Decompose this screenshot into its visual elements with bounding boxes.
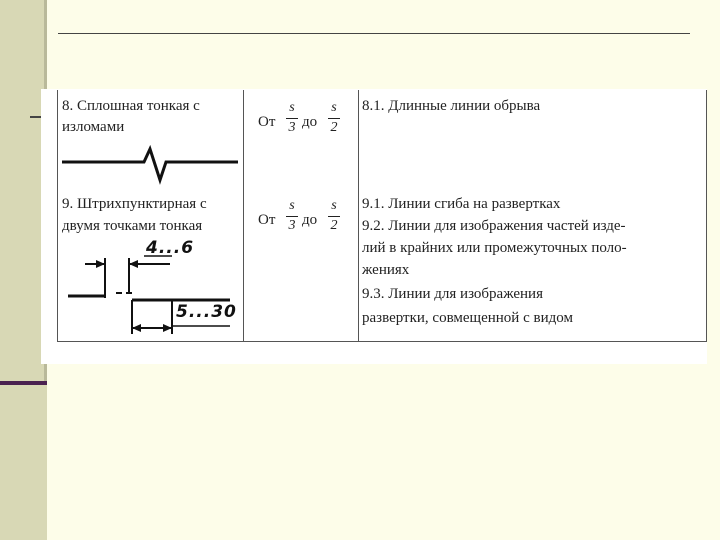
accent-rule [0, 381, 47, 385]
zigzag-line-sample [62, 140, 242, 190]
row8-thickness-from: От [258, 114, 276, 130]
row8-type-line1: 8. Сплошная тонкая с [62, 98, 200, 114]
row9-thickness-from: От [258, 212, 276, 228]
row9-frac1-num: s [289, 198, 295, 213]
row9-type-line1: 9. Штрихпунктирная с [62, 196, 207, 212]
dim-label-dash: 4...6 [146, 238, 195, 258]
row8-frac1-num: s [289, 100, 295, 115]
left-decorative-bar [0, 0, 47, 540]
title-underline [58, 33, 690, 34]
row9-frac2-num: s [331, 198, 337, 213]
row9-thickness-to: до [302, 212, 318, 228]
row8-purpose: 8.1. Длинные линии обрыва [362, 98, 541, 114]
row9-purpose-line: 9.2. Линии для изображения частей изде- [362, 218, 626, 234]
row9-purpose-line: развертки, совмещенной с видом [362, 310, 573, 326]
row8-type-line2: изломами [62, 119, 125, 135]
row9-frac2-den: 2 [330, 218, 338, 233]
row9-purpose-line: 9.1. Линии сгиба на развертках [362, 196, 561, 212]
row9-purpose-line: 9.3. Линии для изображения [362, 286, 543, 302]
column-divider-2 [358, 90, 359, 341]
row9-frac1-den: 3 [288, 218, 296, 233]
row8-thickness-to: до [302, 114, 318, 130]
dim-label-gap: 5...30 [176, 302, 237, 322]
row8-frac2-num: s [331, 100, 337, 115]
row8-frac2-den: 2 [330, 120, 338, 135]
row8-frac1-den: 3 [288, 120, 296, 135]
row9-type-line2: двумя точками тонкая [62, 218, 203, 234]
row9-purpose-line: лий в крайних или промежуточных поло- [362, 240, 627, 256]
row9-purpose-line: жениях [362, 262, 410, 278]
